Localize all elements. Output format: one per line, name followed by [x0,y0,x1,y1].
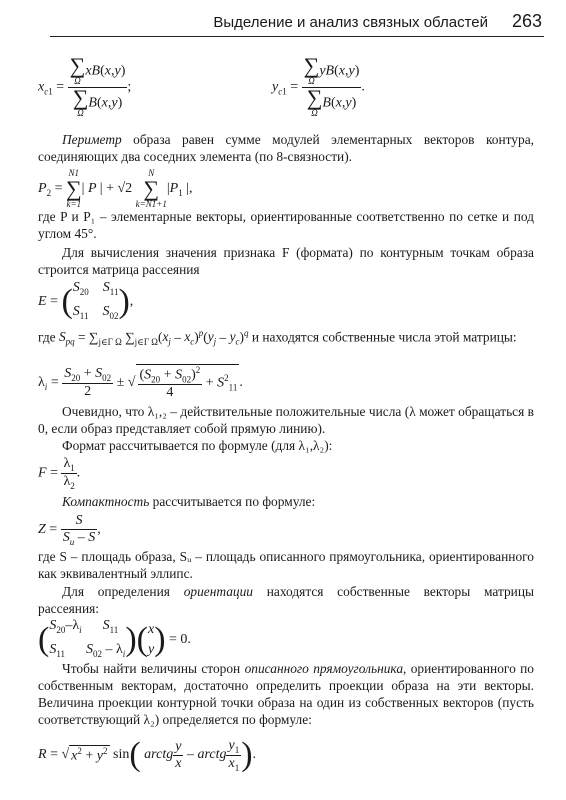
paragraph-area: где S – площадь образа, Sᵤ – площадь описанного прямоугольника, ориентированного как эквивалентный эллипс. [38,549,534,581]
formula-eigenvalues: $\lambda_i$ = $\frac{S_{20} + S_{02}}{2}$ ± √ $\frac{(S_{20} + S_{02})^2}{4}$ + $S^2_{11}$ . [38,365,243,401]
paragraph-perimeter: Периметр образа равен сумме модулей элементарных векторов контура, соединяющих два соседних элемента (по 8-связности). [38,132,534,164]
running-header [50,10,544,37]
paragraph-vectors: где P и P₁ – элементарные векторы, ориентированные соответственно по сетке и под углом 45°. [38,209,534,241]
formula-compactness: Z = $\frac{S}{S_u - S}$ , [38,513,101,547]
formula-scatter-matrix: $E = (S_{20}$ $S_{11}$ $S_{11}$ $S_{02}$), [38,280,134,321]
page-number: 263 [511,11,542,31]
paragraph-format-formula: Формат рассчитывается по формуле (для λ₁,λ₂): [62,438,333,453]
paragraph-eigen-positive: Очевидно, что λ₁,₂ – действительные положительные числа (λ может обращаться в 0, если образ представляет собой прямую линию). [38,404,534,436]
paragraph-spq: где $S_{pq} = \sum_{j\in\Gamma \Omega}$ $\sum_{j\in\Gamma \Omega}(x_j - x_c)^p(y_j - y_c)^q$ и находятся собственные числа этой матрицы: [38,328,517,348]
formula-perimeter: $P_2$ = N1 ∑ k=1 | P | + √2 N ∑ k=N1+1 $|P_1$ |, [38,168,193,209]
paragraph-rectangle: Чтобы найти величины сторон описанного прямоугольника, ориентированного по собственным векторам, достаточно определить проекции образа на эти векторы. Величина проекции контурной точки образа на один из собственных векторов (пусть соответствующий λ₂) определяется по формуле: [38,661,534,727]
paragraph-format-intro: Для вычисления значения признака F (формата) по контурным точкам образа строится матрица рассеяния [38,245,534,277]
formula-projection: R = √ $x^2 + y^2$ sin( arctg $\frac{y}{x}$ – arctg $\frac{y_1}{x_1}$ ). [38,736,257,773]
paragraph-compactness: Компактность рассчитывается по формуле: [62,494,316,509]
running-header-title: Выделение и анализ связных областей [213,14,488,31]
formula-centroid-x: $x_{c1}$ = ∑ Ω xB(x,y) ∑ Ω B(x,y) ; [38,53,132,118]
paragraph-orientation: Для определения ориентации находятся собственные векторы матрицы рассеяния: [38,584,534,616]
formula-format: F = $\frac{\lambda_1}{\lambda_2}$ . [38,456,81,491]
formula-eigenvectors: ($S_{20}-\lambda_i$ $S_{11}$ $S_{11}$ $S_{02} - \lambda_i)(x$ y) = 0. [38,618,191,659]
formula-centroid-y: $y_{c1}$ = ∑ Ω yB(x,y) ∑ Ω B(x,y) . [272,53,365,118]
